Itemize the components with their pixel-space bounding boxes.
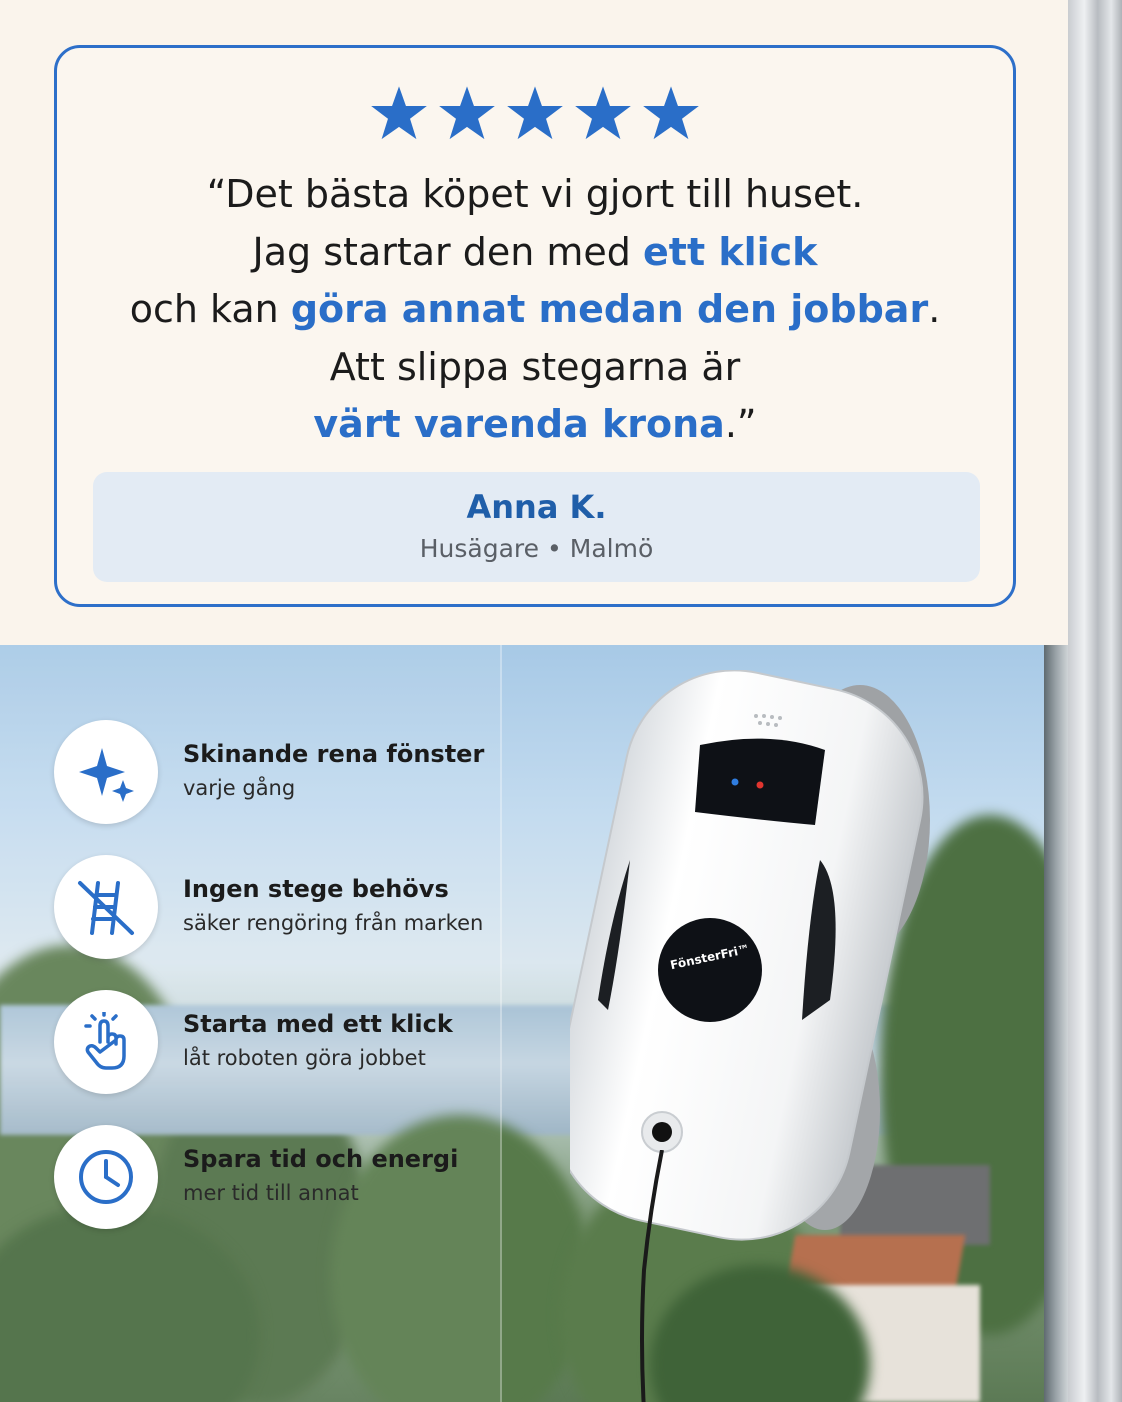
star-icon <box>574 84 632 142</box>
window-frame <box>1068 0 1122 1402</box>
window-mullion <box>1044 645 1068 1402</box>
product-scene <box>0 645 1068 1402</box>
quote-text: .” <box>724 402 757 446</box>
feature-title: Ingen stege behövs <box>183 875 449 903</box>
power-cable <box>630 1150 670 1402</box>
author-name: Anna K. <box>466 488 607 526</box>
quote-text: och kan <box>129 287 291 331</box>
quote-line <box>57 339 1013 397</box>
feature-icon-badge <box>54 990 158 1094</box>
sparkle-icon <box>76 742 136 802</box>
feature-item <box>54 720 494 826</box>
quote-line <box>57 281 1013 339</box>
feature-title: Starta med ett klick <box>183 1010 453 1038</box>
feature-icon-badge <box>54 1125 158 1229</box>
led-red <box>757 782 764 789</box>
clock-icon <box>76 1147 136 1207</box>
quote-line <box>57 166 1013 224</box>
quote-highlight: ett klick <box>643 229 818 274</box>
led-blue <box>732 779 739 786</box>
feature-subtitle: låt roboten göra jobbet <box>183 1046 426 1070</box>
star-icon <box>370 84 428 142</box>
quote-highlight: värt varenda krona <box>313 402 725 446</box>
feature-title: Spara tid och energi <box>183 1145 459 1173</box>
quote-highlight: göra annat medan den jobbar <box>290 287 929 331</box>
quote-line <box>57 224 1013 282</box>
feature-item <box>54 1125 494 1231</box>
quote-text: Jag startar den med <box>252 229 643 274</box>
quote-text: . <box>928 287 941 331</box>
author-meta <box>93 534 980 563</box>
star-icon <box>506 84 564 142</box>
quote-text: “Det bästa köpet vi gjort till huset. <box>206 172 864 216</box>
feature-item <box>54 990 494 1096</box>
window-cleaning-robot <box>570 670 950 1402</box>
tap-hand-icon <box>76 1012 136 1072</box>
review-quote <box>57 166 1013 454</box>
star-icon <box>642 84 700 142</box>
author-role: Husägare <box>419 534 540 563</box>
feature-icon-badge <box>54 855 158 959</box>
feature-subtitle: varje gång <box>183 776 296 800</box>
author-box <box>93 472 980 582</box>
feature-subtitle: mer tid till annat <box>183 1181 359 1205</box>
window-pane-divider <box>500 645 502 1402</box>
review-card <box>54 45 1016 607</box>
quote-text: Att slippa stegarna är <box>329 344 741 389</box>
feature-icon-badge <box>54 720 158 824</box>
star-icon <box>438 84 496 142</box>
separator-dot: • <box>547 534 562 563</box>
feature-subtitle: säker rengöring från marken <box>183 911 484 935</box>
star-rating <box>57 84 1013 146</box>
feature-title: Skinande rena fönster <box>183 740 485 768</box>
robot-brand-label: FönsterFri™ <box>668 941 752 973</box>
quote-line <box>57 396 1013 454</box>
feature-item <box>54 855 494 961</box>
no-ladder-icon <box>76 877 136 937</box>
author-city: Malmö <box>569 534 654 563</box>
